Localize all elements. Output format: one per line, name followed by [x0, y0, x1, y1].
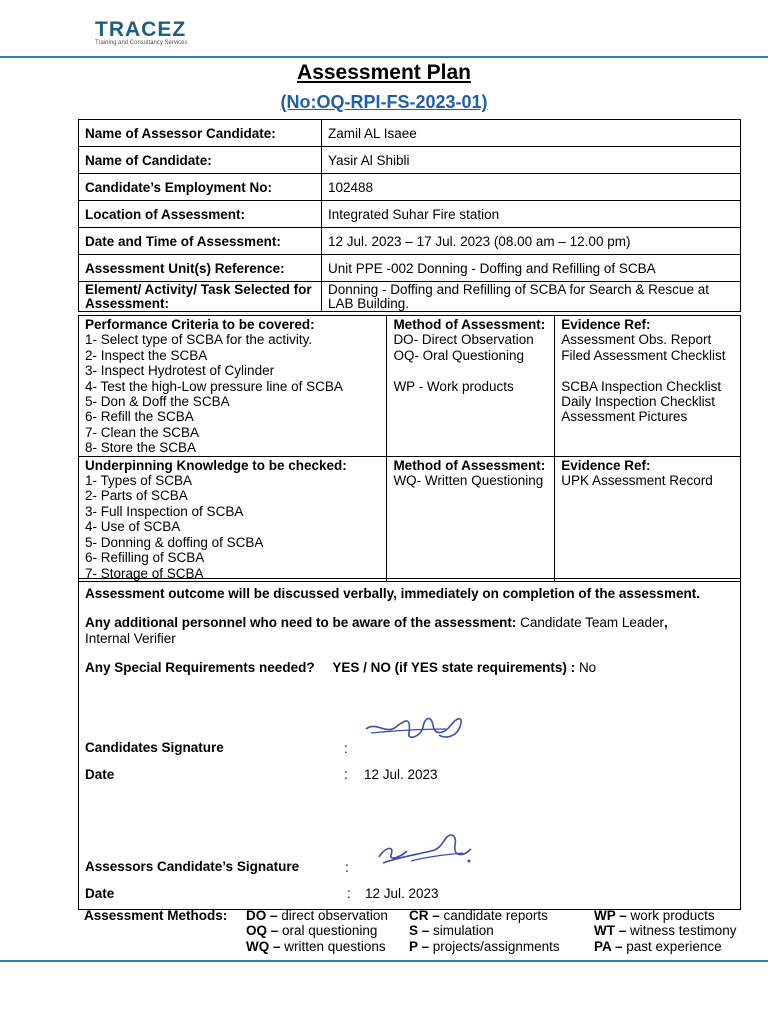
- knowledge-item: 3- Full Inspection of SCBA: [85, 503, 244, 519]
- assessor-date-value: 12 Jul. 2023: [365, 886, 439, 901]
- method-item: WQ- Written Questioning: [393, 473, 544, 489]
- info-value: 12 Jul. 2023 – 17 Jul. 2023 (08.00 am – 12.00 pm): [322, 228, 741, 255]
- method-item: DO- Direct Observation: [393, 332, 534, 348]
- footer-divider: [0, 960, 768, 962]
- method-code: PA –: [594, 938, 623, 954]
- performance-criterion: 3- Inspect Hydrotest of Cylinder: [85, 363, 275, 379]
- method-legend-entry: [246, 923, 388, 938]
- method-code: CR –: [409, 908, 440, 923]
- knowledge-item: 5- Donning & doffing of SCBA: [85, 534, 264, 550]
- method-code: WT –: [594, 923, 627, 939]
- method-legend-entry: [246, 939, 388, 954]
- info-label: Date and Time of Assessment:: [79, 228, 322, 255]
- method-item: [393, 363, 548, 378]
- methods-column-1: [246, 908, 388, 954]
- info-label: Assessment Unit(s) Reference:: [79, 255, 322, 282]
- info-row: [79, 174, 741, 201]
- knowledge-item: 4- Use of SCBA: [85, 519, 181, 535]
- special-options: YES / NO (if YES state requirements) :: [332, 660, 576, 675]
- method-code: WP –: [594, 908, 627, 923]
- performance-list: [85, 332, 380, 455]
- performance-evidence-cell: [555, 316, 741, 457]
- method-code: P –: [409, 938, 430, 954]
- method-code: DO –: [246, 908, 278, 923]
- assessor-signature-label: Assessors Candidate’s Signature: [85, 859, 300, 874]
- candidate-date-value: 12 Jul. 2023: [364, 767, 438, 782]
- method-legend-entry: [246, 908, 388, 923]
- performance-evidence-list: [561, 332, 734, 424]
- candidate-date-label: Date: [85, 767, 115, 782]
- info-value: Yasir Al Shibli: [322, 147, 741, 174]
- performance-method-heading: Method of Assessment:: [393, 317, 546, 332]
- info-row: [79, 282, 741, 312]
- method-description: direct observation: [281, 908, 388, 923]
- plan-number: (No:OQ-RPI-FS-2023-01): [280, 92, 488, 112]
- performance-method-list: [393, 332, 548, 394]
- page-title: Assessment Plan: [297, 61, 471, 84]
- info-label: Location of Assessment:: [79, 201, 322, 228]
- special-requirements-line: [85, 660, 596, 675]
- info-label: Name of Assessor Candidate:: [79, 120, 322, 147]
- method-legend-entry: [594, 908, 737, 923]
- performance-criterion: 4- Test the high-Low pressure line of SCBA: [85, 378, 343, 394]
- outcome-section: [78, 578, 741, 910]
- knowledge-method-cell: [387, 456, 555, 581]
- methods-column-3: [594, 908, 737, 954]
- info-label: Element/ Activity/ Task Selected for Assessment:: [79, 282, 322, 312]
- knowledge-item: 7- Storage of SCBA: [85, 565, 204, 581]
- method-description: simulation: [433, 923, 494, 939]
- method-legend-entry: [409, 923, 560, 938]
- personnel-line: [85, 615, 668, 630]
- criteria-table: [78, 315, 741, 582]
- assessor-signature-image: [371, 827, 481, 871]
- performance-criterion: 5- Don & Doff the SCBA: [85, 394, 230, 410]
- info-value: Donning - Doffing and Refilling of SCBA for Search & Rescue at LAB Building.: [322, 282, 741, 312]
- performance-criterion: 6- Refill the SCBA: [85, 409, 194, 425]
- knowledge-heading: Underpinning Knowledge to be checked:: [85, 457, 347, 473]
- performance-criterion: 2- Inspect the SCBA: [85, 347, 208, 363]
- logo-text: TRACEZ: [95, 18, 187, 41]
- assessor-date-colon: :: [347, 886, 351, 901]
- performance-criteria-cell: [79, 316, 387, 457]
- knowledge-item: 2- Parts of SCBA: [85, 488, 188, 504]
- knowledge-method-heading: Method of Assessment:: [393, 457, 546, 473]
- info-row: [79, 120, 741, 147]
- knowledge-evidence-heading: Evidence Ref:: [561, 457, 651, 473]
- evidence-item: Daily Inspection Checklist: [561, 394, 716, 410]
- info-value: 102488: [322, 174, 741, 201]
- info-value: Integrated Suhar Fire station: [322, 201, 741, 228]
- candidate-date-colon: :: [344, 767, 348, 782]
- info-value: Unit PPE -002 Donning - Doffing and Refilling of SCBA: [322, 255, 741, 282]
- company-logo: [95, 18, 215, 50]
- method-description: projects/assignments: [432, 938, 560, 954]
- knowledge-evidence-list: [561, 473, 734, 488]
- method-description: oral questioning: [282, 923, 378, 939]
- method-code: S –: [409, 923, 430, 939]
- candidate-signature-colon: :: [344, 741, 348, 756]
- info-value: Zamil AL Isaee: [322, 120, 741, 147]
- performance-evidence-heading: Evidence Ref:: [561, 317, 651, 332]
- info-label: Name of Candidate:: [79, 147, 322, 174]
- info-row: [79, 147, 741, 174]
- method-description: past experience: [626, 938, 722, 954]
- assessment-info-table: [78, 119, 741, 312]
- assessor-date-label: Date: [85, 886, 115, 901]
- assessor-signature-colon: :: [345, 860, 349, 875]
- info-row: [79, 201, 741, 228]
- knowledge-cell: [79, 456, 387, 581]
- method-code: WQ –: [246, 938, 281, 954]
- knowledge-list: [85, 473, 380, 581]
- personnel-value-second: Internal Verifier: [85, 631, 176, 646]
- performance-criterion: 8- Store the SCBA: [85, 440, 197, 456]
- logo-tagline: Training and Consultancy Services: [95, 40, 188, 46]
- header-divider: [0, 56, 768, 58]
- knowledge-item: 6- Refilling of SCBA: [85, 550, 205, 566]
- evidence-item: UPK Assessment Record: [561, 473, 713, 489]
- personnel-value: Candidate Team Leader: [520, 615, 664, 630]
- performance-heading: Performance Criteria to be covered:: [85, 317, 315, 332]
- performance-row: [79, 316, 741, 457]
- special-value: No: [578, 660, 597, 675]
- info-row: [79, 228, 741, 255]
- evidence-item: SCBA Inspection Checklist: [561, 378, 722, 394]
- evidence-item: Assessment Obs. Report: [561, 332, 712, 348]
- method-item: OQ- Oral Questioning: [393, 347, 524, 363]
- methods-column-2: [409, 908, 560, 954]
- method-legend-entry: [594, 939, 737, 954]
- methods-legend-label: Assessment Methods:: [84, 908, 228, 923]
- method-description: witness testimony: [630, 923, 737, 939]
- special-label: Any Special Requirements needed?: [85, 660, 315, 675]
- personnel-comma: ,: [663, 615, 668, 630]
- evidence-item: Assessment Pictures: [561, 409, 688, 425]
- evidence-item: [561, 363, 734, 378]
- knowledge-row: [79, 456, 741, 581]
- personnel-label: Any additional personnel who need to be aware of the assessment:: [85, 615, 517, 630]
- knowledge-item: 1- Types of SCBA: [85, 473, 193, 489]
- knowledge-evidence-cell: [555, 456, 741, 581]
- method-code: OQ –: [246, 923, 279, 939]
- outcome-statement: Assessment outcome will be discussed verbally, immediately on completion of the assessment.: [85, 586, 700, 601]
- method-legend-entry: [594, 923, 737, 938]
- method-description: work products: [630, 908, 715, 923]
- method-description: candidate reports: [443, 908, 548, 923]
- info-label: Candidate’s Employment No:: [79, 174, 322, 201]
- candidate-signature-image: [361, 707, 471, 747]
- info-row: [79, 255, 741, 282]
- method-description: written questions: [284, 938, 386, 954]
- performance-criterion: 1- Select type of SCBA for the activity.: [85, 332, 313, 348]
- evidence-item: Filed Assessment Checklist: [561, 347, 726, 363]
- knowledge-method-list: [393, 473, 548, 488]
- method-legend-entry: [409, 908, 560, 923]
- performance-method-cell: [387, 316, 555, 457]
- performance-criterion: 7- Clean the SCBA: [85, 424, 200, 440]
- candidate-signature-label: Candidates Signature: [85, 740, 224, 755]
- method-legend-entry: [409, 939, 560, 954]
- method-item: WP - Work products: [393, 378, 514, 394]
